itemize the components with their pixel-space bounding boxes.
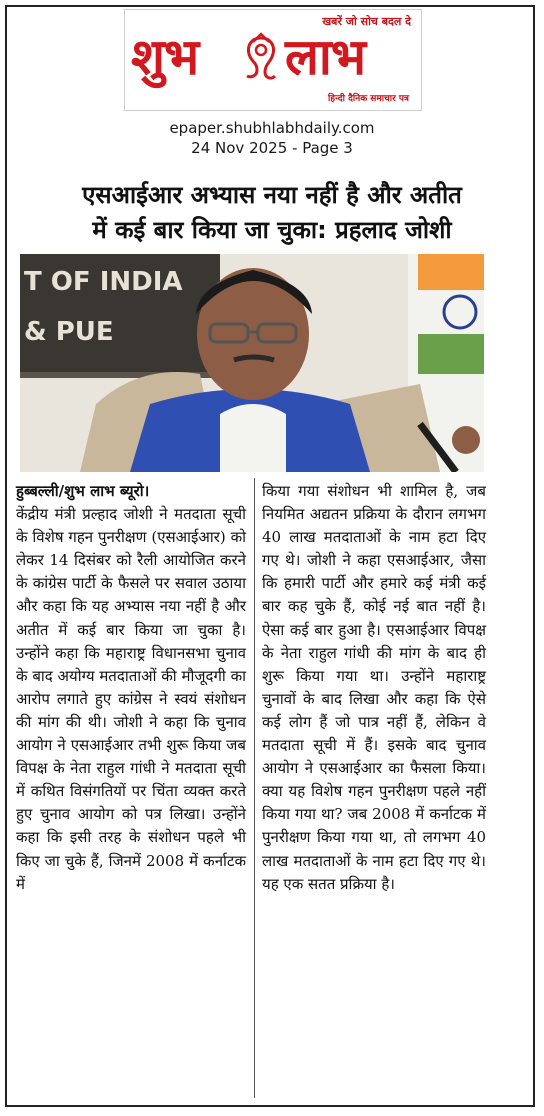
column-1-text: केंद्रीय मंत्री प्रल्हाद जोशी ने मतदाता सूची के विशेष गहन पुनरीक्षण (एसआईआर) को लेकर 14 दिसंबर को रैली आयोजित करने के कांग्रेस पार्टी के फैसले पर सवाल उठाया और कहा कि यह अभ्यास नया नहीं है और अतीत में कई बार किया जा चुका है। उन्होंने कहा कि महाराष्ट्र विधानसभा चुनाव के बाद अयोग्य मतदाताओं की मौजूदगी का आरोप लगाते हुए कांग्रेस ने स्वयं संशोधन की मांग की थी। जोशी ने कहा कि चुनाव आयोग ने एसआईआर तभी शुरू किया जब विपक्ष के नेता राहुल गांधी ने मतदाता सूची में कथित विसंगतियों पर चिंता व्यक्त करते हुए चुनाव आयोग को पत्र लिखा। उन्होंने कहा कि इसी तरह के संशोधन पहले भी किए जा चुके हैं, जिनमें 2008 में कर्नाटक में bbox=[16, 505, 246, 893]
logo-text-left: शुभ bbox=[131, 28, 199, 86]
source-info bbox=[0, 118, 544, 158]
column-divider bbox=[254, 478, 255, 1098]
article-paragraph-1 bbox=[16, 480, 246, 896]
photo-backdrop-text-1: T OF INDIA bbox=[24, 267, 183, 297]
date-page: 24 Nov 2025 - Page 3 bbox=[191, 139, 353, 157]
article-column-1 bbox=[16, 480, 246, 896]
article-headline bbox=[20, 178, 524, 248]
photo-backdrop-text-2: & PUE bbox=[24, 317, 114, 347]
source-url: epaper.shubhlabhdaily.com bbox=[169, 119, 375, 137]
headline-line-1: एसआईआर अभ्यास नया नहीं है और अतीत bbox=[82, 181, 462, 209]
article-photo bbox=[20, 254, 484, 472]
masthead-tagline: खबरें जो सोच बदल दे bbox=[322, 15, 411, 28]
article-column-2 bbox=[262, 480, 486, 896]
column-2-text: किया गया संशोधन भी शामिल है, जब नियमित अद्यतन प्रक्रिया के दौरान लगभग 40 लाख मतदाताओं के नाम हटा दिए गए थे। जोशी ने कहा एसआईआर, जैसा कि हमारी पार्टी और हमारे कई मंत्री कई बार कह चुके हैं, कोई नई बात नहीं है। ऐसा कई बार हुआ है। एसआईआर विपक्ष के नेता राहुल गांधी की मांग के बाद ही शुरू किया गया था। उन्होंने महाराष्ट्र चुनावों के बाद लिखा और कहा कि ऐसे कई लोग हैं जो पात्र नहीं हैं, लेकिन वे मतदाता सूची में हैं। इसके बाद चुनाव आयोग ने एसआईआर का फैसला किया। क्या यह विशेष गहन पुनरीक्षण पहले नहीं किया गया था? जब 2008 में कर्नाटक में पुनरीक्षण किया गया था, तो लगभग 40 लाख मतदाताओं के नाम हटा दिए गए थे। यह एक सतत प्रक्रिया है। bbox=[262, 482, 486, 893]
photo-illustration bbox=[20, 254, 484, 472]
article-dateline: हुब्बल्ली/शुभ लाभ ब्यूरो। bbox=[16, 482, 150, 500]
logo-text-right: लाभ bbox=[285, 28, 365, 86]
headline-line-2: में कई बार किया जा चुका: प्रहलाद जोशी bbox=[92, 216, 452, 244]
ganesha-emblem-icon bbox=[237, 32, 285, 84]
masthead bbox=[124, 9, 422, 111]
masthead-subtitle: हिन्दी दैनिक समाचार पत्र bbox=[327, 94, 409, 104]
